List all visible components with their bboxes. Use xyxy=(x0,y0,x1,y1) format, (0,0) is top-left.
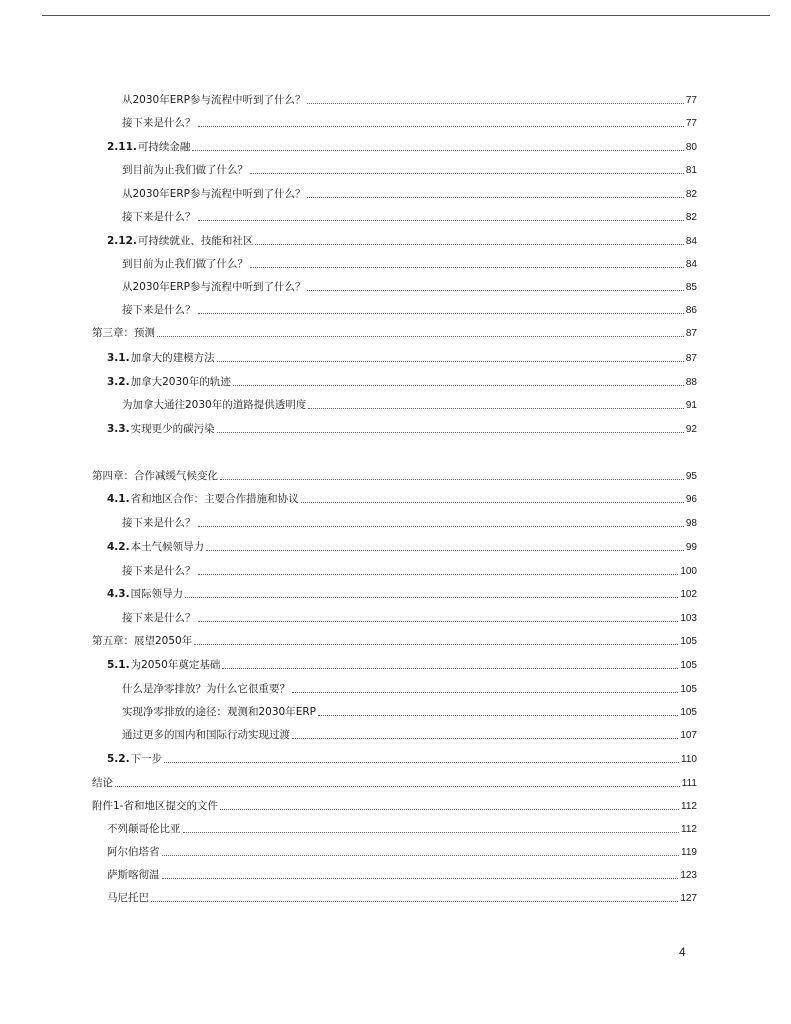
toc-entry-page: 86 xyxy=(685,305,697,316)
toc-entry-title: 到目前为止我们做了什么？ xyxy=(122,258,248,270)
toc-entry-number: 3.1. xyxy=(107,352,130,364)
toc-entry-title: 实现更少的碳污染 xyxy=(130,423,215,435)
toc-entry[interactable] xyxy=(122,512,697,530)
toc-entry[interactable] xyxy=(92,772,697,790)
toc-entry[interactable] xyxy=(122,299,697,317)
toc-entry-title: 结论 xyxy=(92,777,113,789)
toc-entry[interactable] xyxy=(92,322,697,340)
toc-entry-page: 112 xyxy=(681,801,697,812)
toc-entry-title: 第三章：预测 xyxy=(92,327,155,339)
toc-entry-title: 接下来是什么？ xyxy=(122,117,196,129)
toc-entry[interactable] xyxy=(122,701,697,719)
toc-entry-title: 可持续金融 xyxy=(137,141,191,153)
toc-entry-page: 91 xyxy=(685,400,697,411)
toc-entry-title: 实现净零排放的途径：观测和2030年ERP xyxy=(122,706,316,718)
toc-entry-page: 98 xyxy=(685,518,697,529)
toc-entry[interactable] xyxy=(122,112,697,130)
toc-entry-page: 84 xyxy=(685,259,697,270)
toc-entry-page: 105 xyxy=(680,707,697,718)
toc-entry-title: 从2030年ERP参与流程中听到了什么？ xyxy=(122,281,306,293)
toc-entry-page: 96 xyxy=(685,494,697,505)
toc-entry-page: 103 xyxy=(680,613,697,624)
toc-entry-page: 105 xyxy=(680,660,697,671)
toc-entry[interactable] xyxy=(92,465,697,483)
toc-entry-title: 为加拿大通往2030年的道路提供透明度 xyxy=(122,399,307,411)
toc-entry-page: 102 xyxy=(680,589,697,600)
toc-entry-title: 接下来是什么？ xyxy=(122,517,196,529)
toc-entry-number: 3.3. xyxy=(107,423,130,435)
toc-entry[interactable] xyxy=(92,630,697,648)
toc-entry-page: 111 xyxy=(681,778,697,789)
toc-entry[interactable] xyxy=(107,841,697,859)
toc-entry[interactable] xyxy=(107,230,697,248)
toc-entry-title: 不列颠哥伦比亚 xyxy=(107,823,181,835)
toc-entry-title: 加拿大的建模方法 xyxy=(130,352,215,364)
toc-entry-page: 80 xyxy=(685,142,697,153)
toc-entry-title: 接下来是什么？ xyxy=(122,304,196,316)
toc-entry[interactable] xyxy=(107,887,697,905)
toc-entry-page: 105 xyxy=(680,636,697,647)
toc-entry-number: 3.2. xyxy=(107,376,130,388)
toc-entry[interactable] xyxy=(107,418,697,436)
toc-entry-title: 从2030年ERP参与流程中听到了什么？ xyxy=(122,188,306,200)
toc-entry-title: 通过更多的国内和国际行动实现过渡 xyxy=(122,729,290,741)
toc-entry-page: 82 xyxy=(685,212,697,223)
toc-entry[interactable] xyxy=(122,678,697,696)
toc-entry-title: 本土气候领导力 xyxy=(130,541,205,553)
toc-entry-title: 接下来是什么？ xyxy=(122,211,196,223)
toc-entry[interactable] xyxy=(107,654,697,672)
toc-entry-page: 92 xyxy=(685,424,697,435)
toc-entry-title: 第四章：合作减缓气候变化 xyxy=(92,470,218,482)
toc-entry-title: 为2050年奠定基础 xyxy=(130,659,221,671)
toc-entry[interactable] xyxy=(107,818,697,836)
toc-entry-page: 123 xyxy=(680,870,697,881)
toc-entry-page: 95 xyxy=(685,471,697,482)
toc-entry-title: 附件1-省和地区提交的文件 xyxy=(92,800,218,812)
toc-entry-title: 省和地区合作：主要合作措施和协议 xyxy=(130,493,299,505)
toc-entry-page: 100 xyxy=(680,566,697,577)
toc-entry[interactable] xyxy=(122,724,697,742)
toc-entry[interactable] xyxy=(122,206,697,224)
toc-entry-page: 84 xyxy=(685,236,697,247)
toc-entry[interactable] xyxy=(122,253,697,271)
toc-entry[interactable] xyxy=(107,583,697,601)
toc-entry-page: 82 xyxy=(685,189,697,200)
toc-entry-title: 到目前为止我们做了什么？ xyxy=(122,164,248,176)
toc-entry[interactable] xyxy=(107,136,697,154)
page-number: 4 xyxy=(679,945,686,959)
toc-entry-page: 77 xyxy=(685,95,697,106)
toc-entry-number: 2.12. xyxy=(107,235,137,247)
toc-entry-title: 阿尔伯塔省 xyxy=(107,846,160,858)
toc-entry-title: 接下来是什么？ xyxy=(122,565,196,577)
toc-entry[interactable] xyxy=(122,276,697,294)
toc-entry-title: 下一步 xyxy=(130,753,163,765)
toc-entry[interactable] xyxy=(122,159,697,177)
toc-entry-page: 85 xyxy=(685,282,697,293)
toc-entry[interactable] xyxy=(107,748,697,766)
toc-entry-page: 99 xyxy=(685,542,697,553)
toc-entry-number: 2.11. xyxy=(107,141,137,153)
toc-entry-page: 88 xyxy=(685,377,697,388)
toc-entry-title: 可持续就业、技能和社区 xyxy=(137,235,254,247)
toc-entry-number: 5.1. xyxy=(107,659,130,671)
toc-entry[interactable] xyxy=(122,89,697,107)
toc-entry-page: 77 xyxy=(685,118,697,129)
toc-entry-page: 87 xyxy=(685,328,697,339)
toc-entry-title: 加拿大2030年的轨迹 xyxy=(130,376,231,388)
toc-entry-page: 127 xyxy=(680,893,697,904)
toc-entry-title: 接下来是什么？ xyxy=(122,612,196,624)
toc-entry[interactable] xyxy=(107,488,697,506)
toc-entry-page: 105 xyxy=(680,684,697,695)
toc-entry[interactable] xyxy=(122,607,697,625)
toc-entry-number: 4.1. xyxy=(107,493,130,505)
toc-entry-page: 110 xyxy=(681,754,697,765)
toc-entry-number: 4.2. xyxy=(107,541,130,553)
toc-entry-title: 什么是净零排放？为什么它很重要？ xyxy=(122,683,290,695)
toc-entry-page: 107 xyxy=(680,730,697,741)
toc-entry[interactable] xyxy=(107,347,697,365)
toc-entry-number: 4.3. xyxy=(107,588,130,600)
toc-entry[interactable] xyxy=(122,183,697,201)
toc-entry[interactable] xyxy=(122,560,697,578)
toc-entry[interactable] xyxy=(122,394,697,412)
toc-entry-title: 马尼托巴 xyxy=(107,892,149,904)
toc-entry[interactable] xyxy=(92,795,697,813)
toc-entry[interactable] xyxy=(107,536,697,554)
toc-entry-page: 112 xyxy=(681,824,697,835)
toc-entry-title: 从2030年ERP参与流程中听到了什么？ xyxy=(122,94,306,106)
toc-entry-title: 萨斯喀彻温 xyxy=(107,869,160,881)
toc-entry-page: 87 xyxy=(685,353,697,364)
toc-entry-title: 第五章：展望2050年 xyxy=(92,635,193,647)
toc-entry-number: 5.2. xyxy=(107,753,130,765)
toc-entry-page: 119 xyxy=(681,847,697,858)
toc-entry[interactable] xyxy=(107,864,697,882)
toc-entry[interactable] xyxy=(107,371,697,389)
toc-entry-title: 国际领导力 xyxy=(130,588,184,600)
toc-entry-page: 81 xyxy=(685,165,697,176)
